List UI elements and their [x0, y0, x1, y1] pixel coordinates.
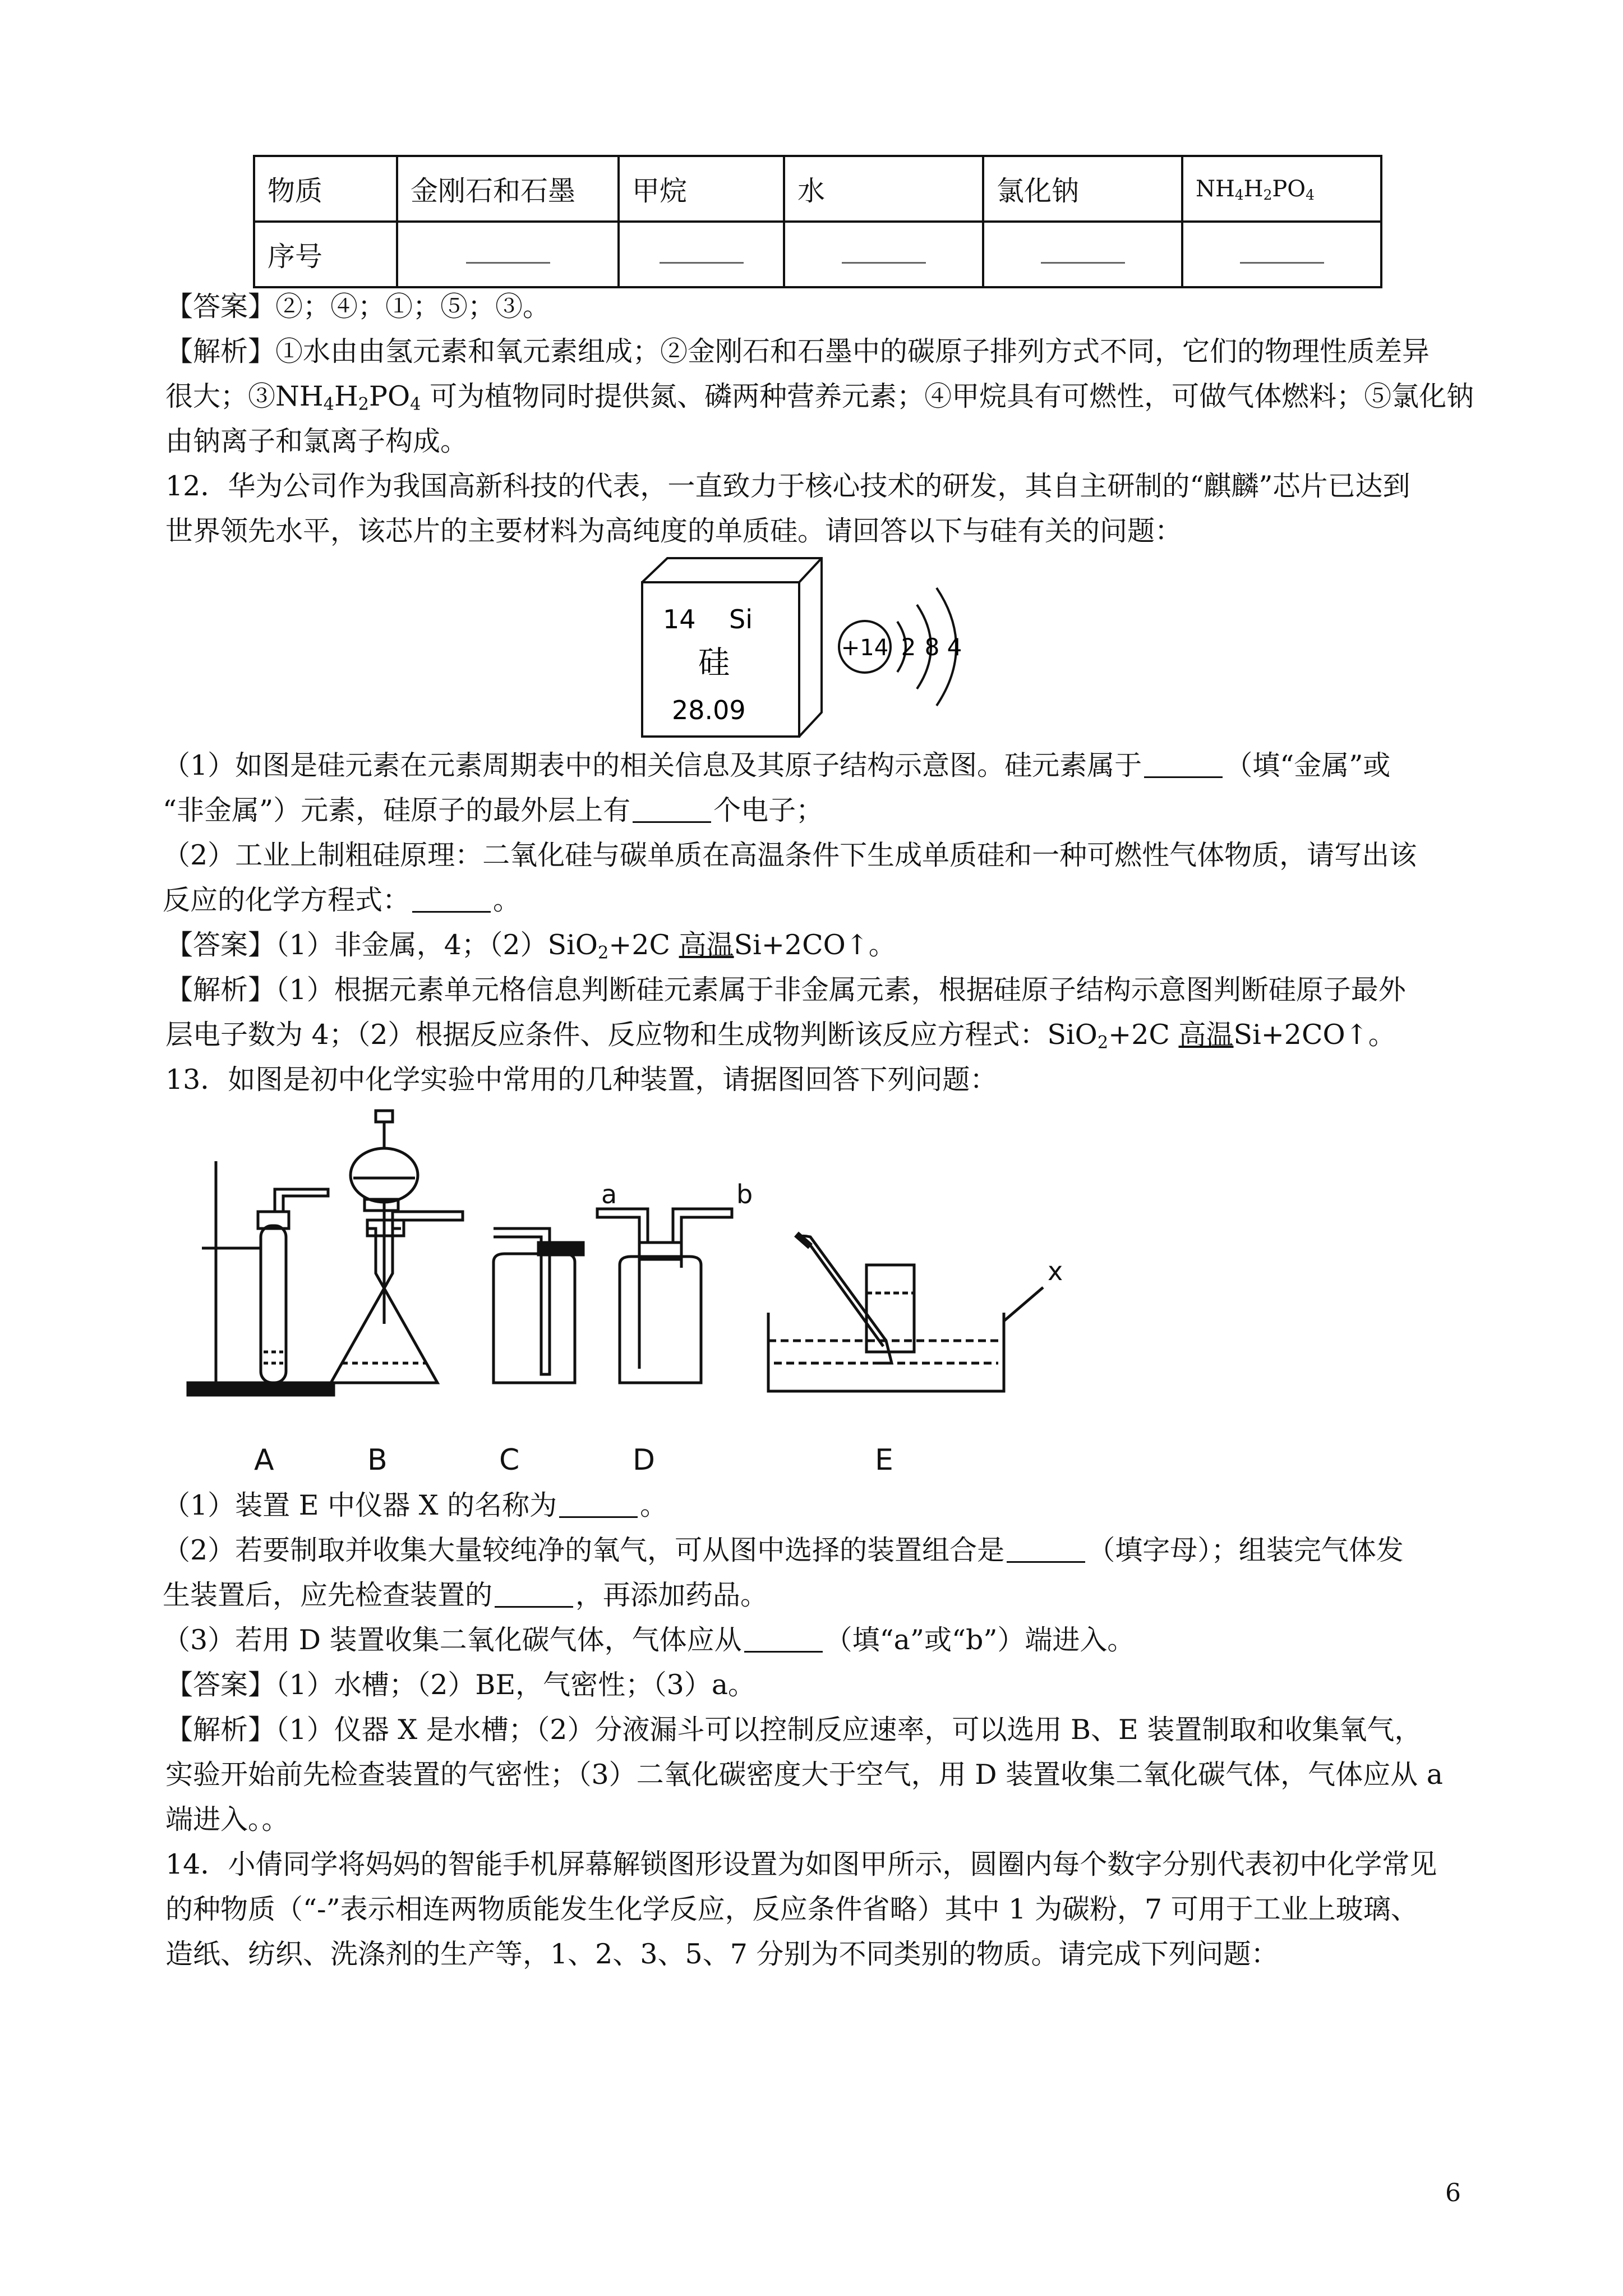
- apparatus-label: A: [254, 1443, 274, 1477]
- atomic-mass: 28.09: [672, 695, 746, 725]
- analysis-tag: 【解析】: [165, 335, 276, 367]
- table-cell-formula: $NH_4H_2PO_4$: [1182, 156, 1381, 222]
- question-part: “非金属”）元素，硅原子的最外层上有 个电子；: [163, 794, 824, 826]
- atom-structure-diagram: [839, 588, 962, 706]
- table-row: [254, 222, 1381, 287]
- apparatus-c: [494, 1228, 583, 1383]
- answer-line: [165, 289, 1467, 325]
- reaction-condition: 高温: [679, 929, 734, 961]
- analysis-line: 【解析】（1）根据元素单元格信息判断硅元素属于非金属元素，根据硅原子结构示意图判断硅原子最外: [165, 974, 1406, 1006]
- analysis-tag: 【解析】: [165, 1714, 276, 1746]
- apparatus-a: [188, 1161, 334, 1395]
- table-cell: 物质: [254, 156, 397, 222]
- answer-blank: [412, 889, 491, 913]
- question-part: （2）若要制取并收集大量较纯净的氧气，可从图中选择的装置组合是 （填字母）；组装完气体发: [163, 1534, 1404, 1566]
- analysis-text: ①水由由氢元素和氧元素组成；②金刚石和石墨中的碳原子排列方式不同，它们的物理性质差异: [275, 335, 1430, 367]
- question-stem: 世界领先水平，该芯片的主要材料为高纯度的单质硅。请回答以下与硅有关的问题：: [165, 515, 1183, 547]
- answer-blank: [744, 1628, 823, 1653]
- answer-tag: 【答案】: [165, 291, 276, 323]
- analysis-line: 【解析】（1）仪器 X 是水槽；（2）分液漏斗可以控制反应速率，可以选用 B、E 装置制取和收集氧气，: [165, 1714, 1422, 1746]
- answer-blank: [397, 222, 619, 287]
- question-stem: 的种物质（“-”表示相连两物质能发生化学反应，反应条件省略）其中 1 为碳粉，7 可用于工业上玻璃、: [165, 1893, 1418, 1925]
- port-b-label: b: [736, 1179, 753, 1209]
- question-part: （1）装置 E 中仪器 X 的名称为 。: [163, 1489, 668, 1521]
- apparatus-label: C: [499, 1443, 520, 1477]
- analysis-line: [165, 334, 1467, 370]
- answer-tag: 【答案】: [165, 929, 276, 961]
- apparatus-label: D: [633, 1443, 656, 1477]
- shell-electrons: 8: [924, 633, 940, 661]
- question-part: （2）工业上制粗硅原理：二氧化硅与碳单质在高温条件下生成单质硅和一种可燃性气体物质，请写出该: [163, 839, 1417, 871]
- answer-blank: [633, 799, 711, 823]
- answer-blank: [495, 1584, 573, 1608]
- table-row: [254, 156, 1381, 222]
- reaction-condition: 高温: [1178, 1019, 1234, 1051]
- analysis-line: 实验开始前先检查装置的气密性；（3）二氧化碳密度大于空气，用 D 装置收集二氧化碳气体，气体应从 a: [165, 1759, 1443, 1791]
- port-a-label: a: [601, 1179, 617, 1209]
- question-part: （3）若用 D 装置收集二氧化碳气体，气体应从 （填“a”或“b”）端进入。: [163, 1624, 1135, 1656]
- analysis-line: 很大；$③NH_4H_2PO_4$ 可为植物同时提供氮、磷两种营养元素；④甲烷具有可燃性，可做气体燃料；⑤氯化钠: [165, 380, 1474, 415]
- silicon-figure: [639, 555, 987, 740]
- question-stem: 14．小倩同学将妈妈的智能手机屏幕解锁图形设置为如图甲所示，圆圈内每个数字分别代表初中化学常见: [165, 1848, 1437, 1880]
- answer-line: 【答案】（1）非金属，4；（2）SiO$_2$+2C 高温Si+2CO↑。: [165, 929, 896, 963]
- question-stem: 13．如图是初中化学实验中常用的几种装置，请据图回答下列问题：: [165, 1064, 998, 1096]
- answer-blank: [1144, 754, 1223, 778]
- element-name: 硅: [698, 645, 730, 681]
- element-cell: [642, 558, 822, 737]
- answer-blank: [619, 222, 784, 287]
- answer-blank: [983, 222, 1182, 287]
- question-part: 反应的化学方程式： 。: [163, 884, 521, 916]
- analysis-tag: 【解析】: [165, 974, 276, 1006]
- answer-tag: 【答案】: [165, 1669, 276, 1701]
- question-part: 生装置后，应先检查装置的 ，再添加药品。: [163, 1579, 768, 1611]
- answer-text: ②；④；①；⑤；③。: [275, 291, 551, 323]
- analysis-line: 层电子数为 4；（2）根据反应条件、反应物和生成物判断该反应方程式：SiO$_2$+2C 高温Si+2CO↑。: [165, 1019, 1396, 1053]
- table-cell: 序号: [254, 222, 397, 287]
- table-cell: 甲烷: [619, 156, 784, 222]
- answer-blank: [1007, 1539, 1085, 1563]
- x-label: x: [1048, 1256, 1063, 1286]
- table-cell: 水: [784, 156, 983, 222]
- analysis-text: 可为植物同时提供氮、磷两种营养元素；④甲烷具有可燃性，可做气体燃料；⑤氯化钠: [430, 380, 1474, 412]
- analysis-text: 很大；③NH: [165, 380, 324, 412]
- analysis-line: 端进入。。: [165, 1803, 289, 1835]
- nuclear-charge: +14: [841, 635, 889, 661]
- answer-blank: [784, 222, 983, 287]
- question-part: （1）如图是硅元素在元素周期表中的相关信息及其原子结构示意图。硅元素属于 （填“金属”或: [163, 749, 1391, 781]
- analysis-text: 由钠离子和氯离子构成。: [165, 425, 468, 457]
- element-symbol: Si: [729, 604, 753, 634]
- table-cell: 金刚石和石墨: [397, 156, 619, 222]
- answer-blank: [559, 1494, 638, 1518]
- answer-line: 【答案】（1）水槽；（2）BE，气密性；（3）a。: [165, 1669, 756, 1701]
- question-stem: 12．华为公司作为我国高新科技的代表，一直致力于核心技术的研发，其自主研制的“麒麟”芯片已达到: [165, 470, 1410, 502]
- table-cell: 氯化钠: [983, 156, 1182, 222]
- shell-electrons: 2: [901, 633, 916, 661]
- shell-electrons: 4: [947, 633, 962, 661]
- answer-blank: [1182, 222, 1381, 287]
- question-stem: 造纸、纺织、洗涤剂的生产等，1、2、3、5、7 分别为不同类别的物质。请完成下列问题：: [165, 1938, 1279, 1970]
- apparatus-label: B: [367, 1443, 388, 1477]
- apparatus-b: [331, 1111, 463, 1383]
- analysis-line: [165, 424, 1467, 459]
- substance-table: [253, 155, 1382, 288]
- apparatus-figure: [179, 1099, 1088, 1481]
- page-number: 6: [1445, 2179, 1461, 2207]
- atomic-number: 14: [663, 604, 696, 634]
- apparatus-label: E: [875, 1443, 893, 1477]
- apparatus-e: [768, 1234, 1063, 1391]
- apparatus-d: [597, 1179, 753, 1383]
